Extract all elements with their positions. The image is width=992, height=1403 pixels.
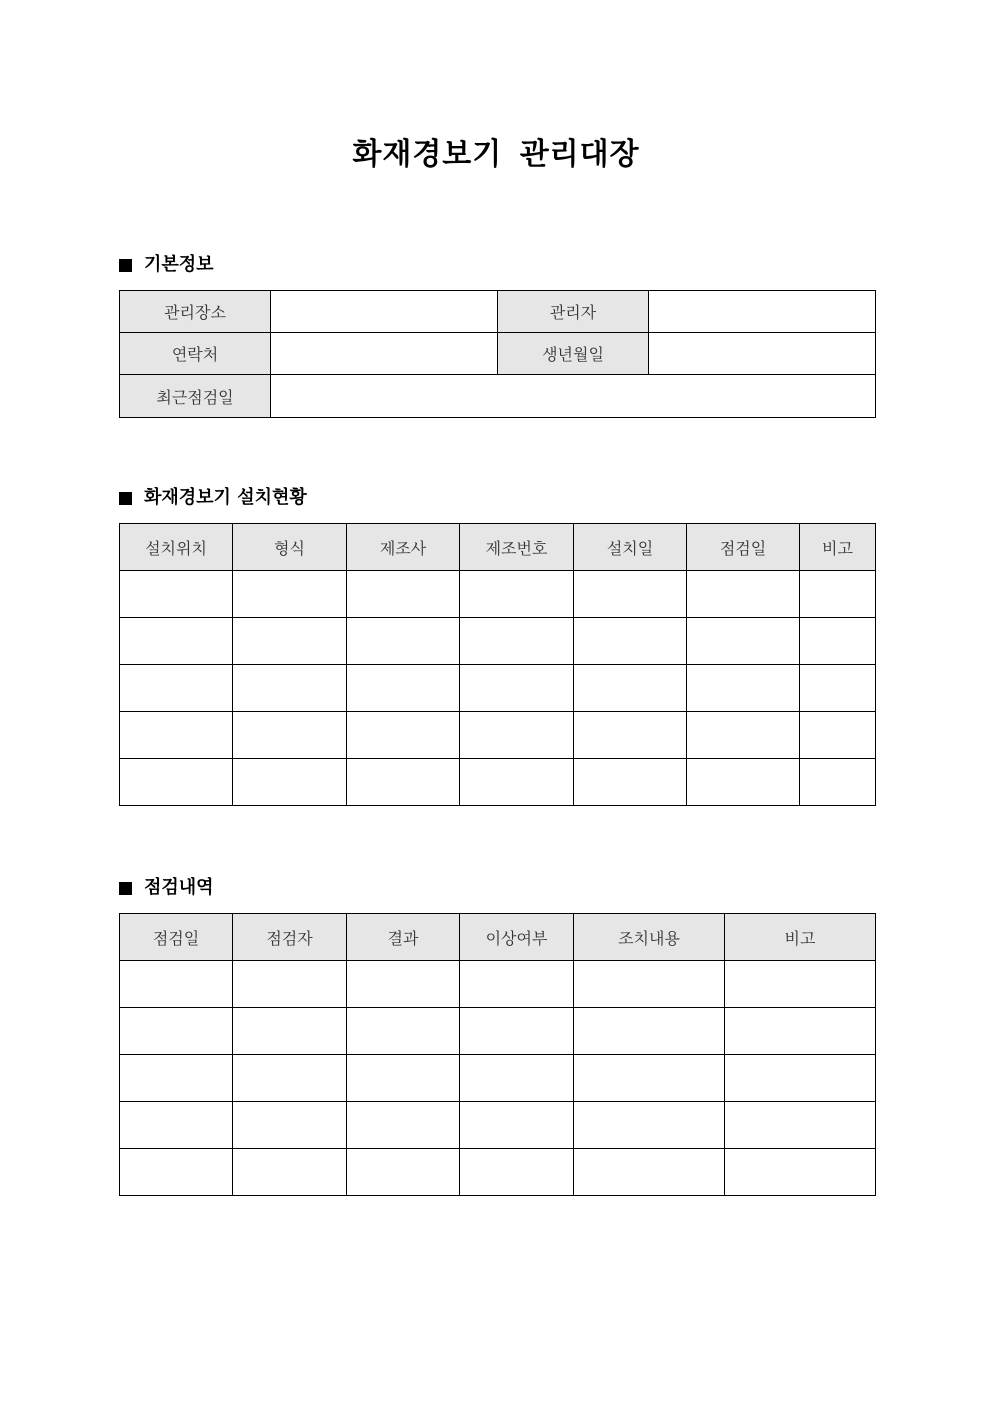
table-cell[interactable] <box>725 1008 876 1055</box>
table-cell[interactable] <box>574 961 725 1008</box>
table-row <box>120 1102 876 1149</box>
table-cell[interactable] <box>725 1102 876 1149</box>
table-cell[interactable] <box>574 1055 725 1102</box>
table-cell[interactable] <box>120 571 233 618</box>
basic-info-row-2 <box>120 333 876 375</box>
location-field[interactable] <box>271 291 498 333</box>
basic-info-table <box>119 290 876 418</box>
table-cell[interactable] <box>460 618 574 665</box>
table-row <box>120 1055 876 1102</box>
table-cell[interactable] <box>347 665 460 712</box>
table-cell[interactable] <box>233 618 347 665</box>
table-cell[interactable] <box>574 665 687 712</box>
basic-info-row-3 <box>120 375 876 418</box>
table-cell[interactable] <box>120 665 233 712</box>
table-cell[interactable] <box>800 618 876 665</box>
table-cell[interactable] <box>347 1055 460 1102</box>
column-header-install-location: 설치위치 <box>120 524 233 571</box>
table-cell[interactable] <box>800 759 876 806</box>
table-cell[interactable] <box>460 1149 574 1196</box>
table-row <box>120 961 876 1008</box>
table-cell[interactable] <box>460 712 574 759</box>
section-heading-label: 점검내역 <box>144 877 214 898</box>
table-cell[interactable] <box>120 1055 233 1102</box>
table-cell[interactable] <box>233 961 347 1008</box>
section-heading-installation <box>119 486 307 510</box>
table-cell[interactable] <box>233 759 347 806</box>
table-cell[interactable] <box>120 759 233 806</box>
contact-field[interactable] <box>271 333 498 375</box>
birthdate-label: 생년월일 <box>498 333 649 375</box>
section-heading-label: 화재경보기 설치현황 <box>144 487 307 508</box>
table-cell[interactable] <box>233 1055 347 1102</box>
installation-table <box>119 523 876 806</box>
document-title: 화재경보기 관리대장 <box>352 137 640 172</box>
basic-info-row-1 <box>120 291 876 333</box>
table-cell[interactable] <box>460 759 574 806</box>
installation-header-row <box>120 524 876 571</box>
table-cell[interactable] <box>574 1008 725 1055</box>
table-cell[interactable] <box>800 571 876 618</box>
table-cell[interactable] <box>120 1008 233 1055</box>
table-cell[interactable] <box>233 1149 347 1196</box>
table-cell[interactable] <box>347 712 460 759</box>
table-cell[interactable] <box>347 571 460 618</box>
black-square-bullet-icon <box>119 259 132 272</box>
table-row <box>120 712 876 759</box>
table-cell[interactable] <box>574 1102 725 1149</box>
table-cell[interactable] <box>347 961 460 1008</box>
table-row <box>120 1149 876 1196</box>
column-header-abnormality: 이상여부 <box>460 914 574 961</box>
table-cell[interactable] <box>574 1149 725 1196</box>
table-cell[interactable] <box>687 665 800 712</box>
table-cell[interactable] <box>233 712 347 759</box>
table-cell[interactable] <box>574 571 687 618</box>
manager-label: 관리자 <box>498 291 649 333</box>
table-cell[interactable] <box>120 712 233 759</box>
table-cell[interactable] <box>120 1102 233 1149</box>
table-cell[interactable] <box>233 571 347 618</box>
location-label: 관리장소 <box>120 291 271 333</box>
inspection-header-row <box>120 914 876 961</box>
table-cell[interactable] <box>120 1149 233 1196</box>
table-row <box>120 1008 876 1055</box>
table-cell[interactable] <box>574 618 687 665</box>
table-cell[interactable] <box>687 759 800 806</box>
column-header-remarks: 비고 <box>725 914 876 961</box>
table-cell[interactable] <box>460 571 574 618</box>
table-cell[interactable] <box>460 1008 574 1055</box>
column-header-manufacturer: 제조사 <box>347 524 460 571</box>
column-header-type: 형식 <box>233 524 347 571</box>
column-header-inspection-date: 점검일 <box>120 914 233 961</box>
manager-field[interactable] <box>649 291 876 333</box>
table-row <box>120 665 876 712</box>
table-cell[interactable] <box>800 665 876 712</box>
black-square-bullet-icon <box>119 882 132 895</box>
table-cell[interactable] <box>347 759 460 806</box>
column-header-result: 결과 <box>347 914 460 961</box>
black-square-bullet-icon <box>119 492 132 505</box>
table-cell[interactable] <box>347 618 460 665</box>
column-header-install-date: 설치일 <box>574 524 687 571</box>
table-cell[interactable] <box>120 618 233 665</box>
birthdate-field[interactable] <box>649 333 876 375</box>
table-row <box>120 571 876 618</box>
column-header-action-taken: 조치내용 <box>574 914 725 961</box>
last-inspection-label: 최근점검일 <box>120 375 271 418</box>
table-cell[interactable] <box>460 1055 574 1102</box>
table-cell[interactable] <box>725 1055 876 1102</box>
section-heading-basic-info <box>119 253 214 277</box>
table-cell[interactable] <box>347 1008 460 1055</box>
table-cell[interactable] <box>725 961 876 1008</box>
section-heading-inspection <box>119 876 214 900</box>
contact-label: 연락처 <box>120 333 271 375</box>
table-cell[interactable] <box>574 759 687 806</box>
column-header-serial-number: 제조번호 <box>460 524 574 571</box>
table-cell[interactable] <box>460 1102 574 1149</box>
table-cell[interactable] <box>233 1102 347 1149</box>
table-cell[interactable] <box>120 961 233 1008</box>
table-cell[interactable] <box>233 1008 347 1055</box>
table-cell[interactable] <box>233 665 347 712</box>
table-cell[interactable] <box>460 961 574 1008</box>
last-inspection-field[interactable] <box>271 375 876 418</box>
table-cell[interactable] <box>347 1149 460 1196</box>
table-cell[interactable] <box>687 712 800 759</box>
table-cell[interactable] <box>687 618 800 665</box>
column-header-inspection-date: 점검일 <box>687 524 800 571</box>
table-cell[interactable] <box>687 571 800 618</box>
table-cell[interactable] <box>460 665 574 712</box>
table-cell[interactable] <box>574 712 687 759</box>
column-header-inspector: 점검자 <box>233 914 347 961</box>
section-heading-label: 기본정보 <box>144 254 214 275</box>
table-row <box>120 759 876 806</box>
table-cell[interactable] <box>725 1149 876 1196</box>
table-cell[interactable] <box>347 1102 460 1149</box>
column-header-remarks: 비고 <box>800 524 876 571</box>
inspection-table <box>119 913 876 1196</box>
table-cell[interactable] <box>800 712 876 759</box>
table-row <box>120 618 876 665</box>
